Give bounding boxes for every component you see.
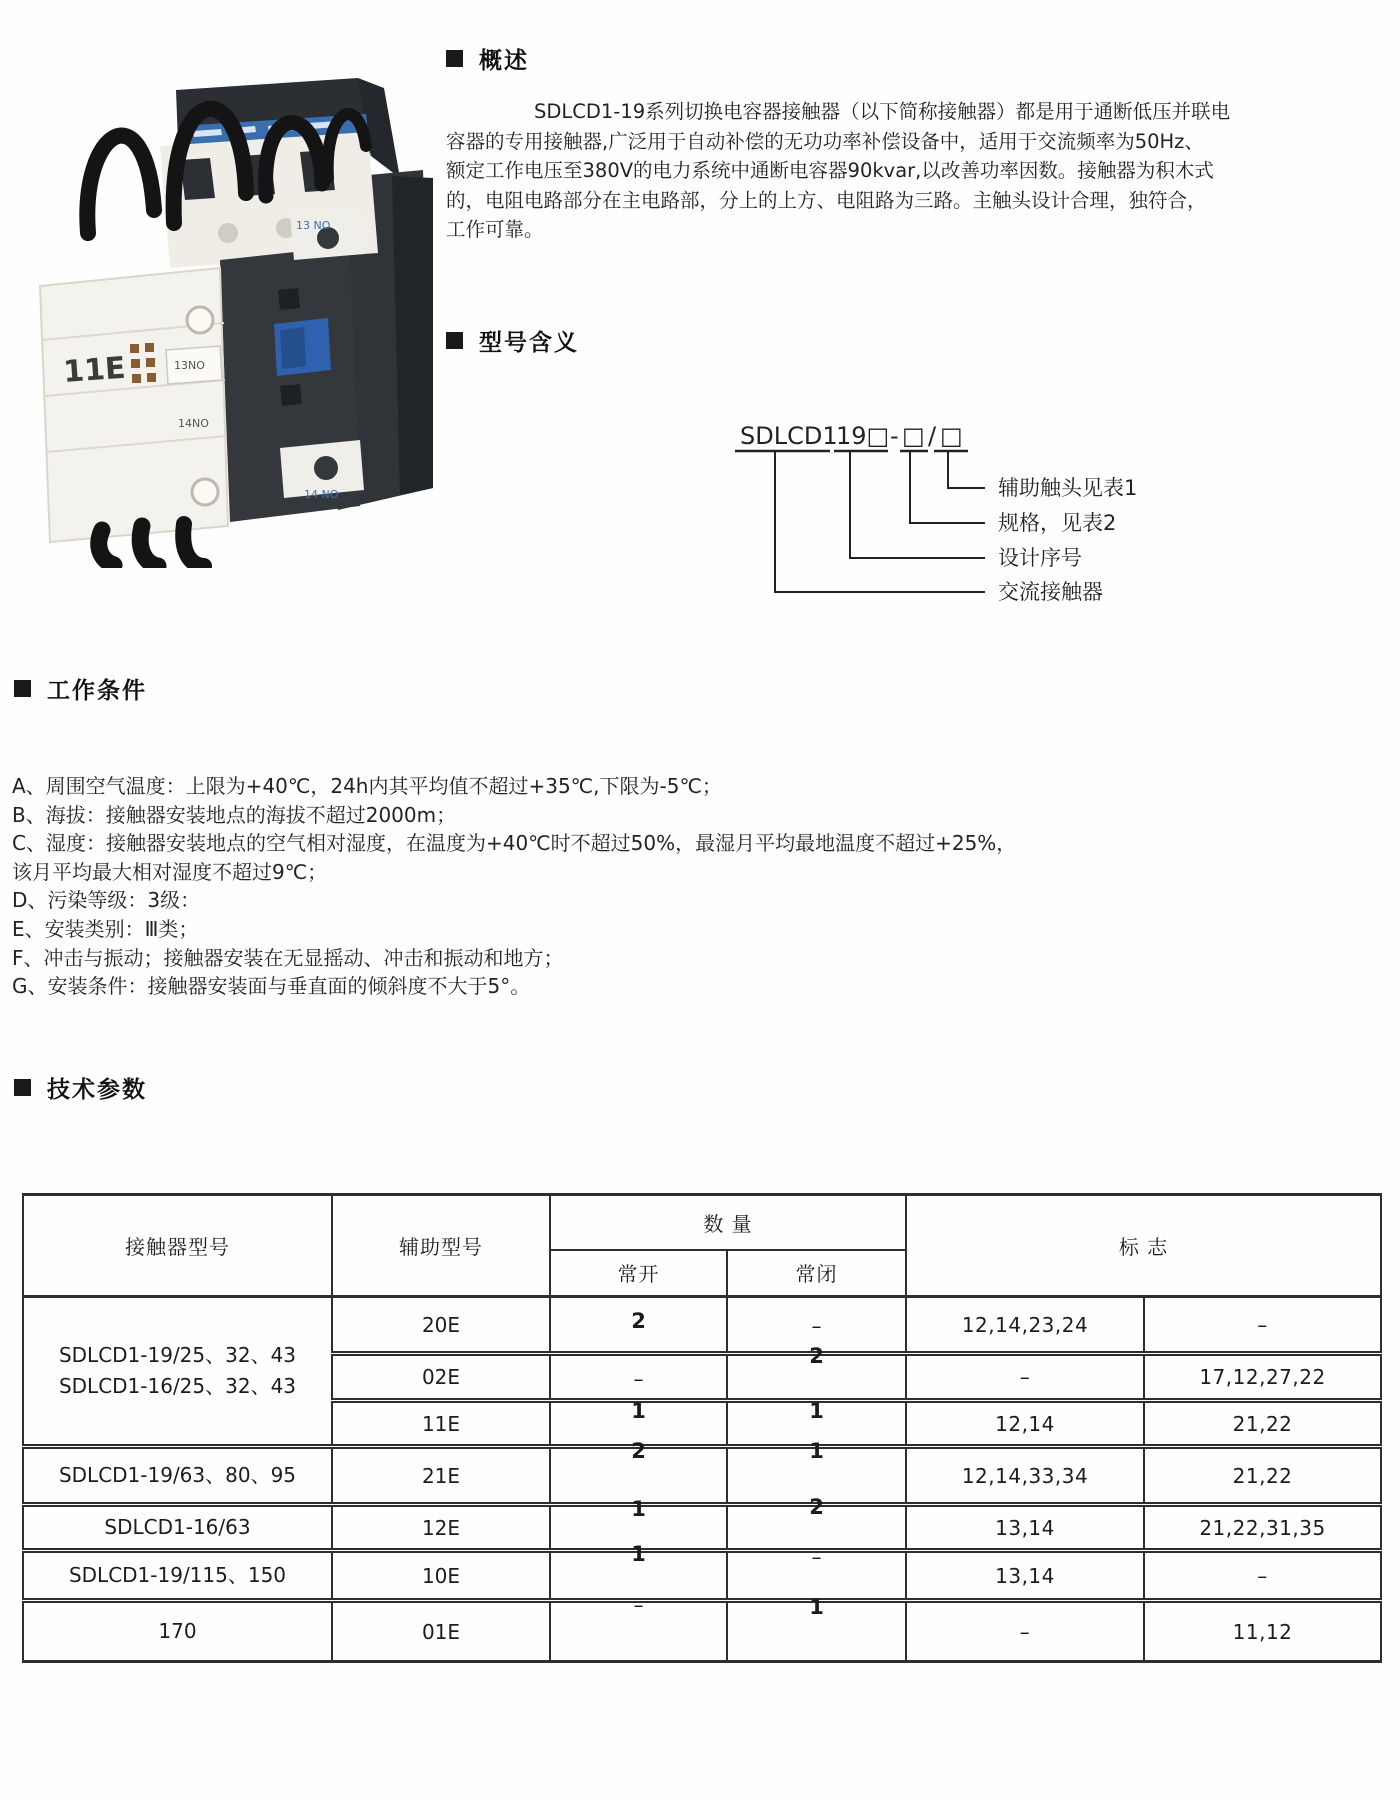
model-part-spec-box: □	[902, 422, 925, 450]
qty-value: 2	[809, 1495, 824, 1519]
header-aux-model: 辅助型号	[332, 1195, 550, 1297]
model-part-aux-box: □	[940, 422, 963, 450]
cond-line: A、周围空气温度：上限为+40℃，24h内其平均值不超过+35℃,下限为-5℃；	[12, 774, 722, 798]
model-part-slash: /	[928, 422, 937, 450]
qty-value: –	[811, 1314, 822, 1338]
header-contactor-model: 接触器型号	[23, 1195, 332, 1297]
square-bullet-icon	[446, 332, 463, 349]
qty-normally-closed-cell	[727, 1344, 906, 1401]
terminal-hole	[314, 456, 338, 480]
marking-left-cell: 12,14,23,24	[906, 1297, 1144, 1354]
qty-normally-open-cell	[550, 1593, 727, 1662]
qty-value: 1	[631, 1399, 646, 1423]
model-cell	[23, 1551, 332, 1601]
aux-model-cell: 12E	[332, 1505, 550, 1551]
model-part-dash: -	[890, 422, 899, 450]
screw	[187, 307, 213, 333]
model-cell	[23, 1447, 332, 1505]
model-cell	[23, 1297, 332, 1447]
ov-line: 容器的专用接触器,广泛用于自动补偿的无功功率补偿设备中，适用于交流频率为50Hz、	[446, 129, 1204, 153]
working-conditions-heading-text: 工作条件	[47, 678, 147, 704]
qty-value: 1	[809, 1595, 824, 1619]
qty-value: 2	[631, 1439, 646, 1463]
table-row	[23, 1297, 1381, 1354]
qty-normally-closed-cell	[727, 1495, 906, 1551]
qty-value: –	[633, 1367, 644, 1391]
side-terminal-label-13no: 13 NO	[296, 219, 331, 232]
model-cell	[23, 1601, 332, 1662]
ov-line: 工作可靠。	[446, 218, 544, 241]
marking-left-cell: 12,14,33,34	[906, 1447, 1144, 1505]
header-normally-open: 常开	[550, 1250, 727, 1297]
section-heading-tech-params	[14, 1071, 147, 1104]
aux-model-cell: 01E	[332, 1601, 550, 1662]
blue-button-inner	[280, 327, 306, 369]
marking-right-cell: 17,12,27,22	[1144, 1354, 1381, 1401]
ov-line: SDLCD1-19系列切换电容器接触器（以下简称接触器）都是用于通断低压并联电	[534, 100, 1231, 123]
marking-right-cell: 21,22	[1144, 1447, 1381, 1505]
header-normally-closed: 常闭	[727, 1250, 906, 1297]
detail-slot	[280, 384, 302, 406]
marking-right-cell: 21,22	[1144, 1401, 1381, 1447]
marking-left-cell: 13,14	[906, 1551, 1144, 1601]
qty-normally-open-cell	[550, 1297, 727, 1354]
front-terminal-label-14no: 14NO	[178, 417, 209, 430]
header-marking: 标 志	[906, 1195, 1381, 1297]
aux-model-cell: 21E	[332, 1447, 550, 1505]
contactor-illustration	[28, 28, 433, 568]
diagram-label-spec: 规格，见表2	[998, 511, 1117, 535]
qty-value: 1	[809, 1399, 824, 1423]
cond-line: B、海拔：接触器安装地点的海拔不超过2000m；	[12, 802, 457, 827]
header-quantity: 数 量	[550, 1195, 906, 1250]
ov-line: 额定工作电压至380V的电力系统中通断电容器90kvar,以改善功率因数。接触器为积木式	[446, 159, 1214, 182]
overview-paragraph	[446, 97, 1236, 245]
qty-value: 1	[631, 1497, 646, 1521]
cond-line: E、安装类别：Ⅲ类；	[12, 916, 199, 941]
section-heading-model-meaning	[446, 324, 579, 357]
qty-value: –	[633, 1593, 644, 1617]
cond-line: F、冲击与振动；接触器安装在无显摇动、冲击和振动和地方；	[12, 945, 564, 970]
marking-right-cell: 21,22,31,35	[1144, 1505, 1381, 1551]
section-heading-overview	[446, 42, 529, 75]
tech-params-heading-text: 技术参数	[47, 1077, 147, 1103]
screw	[218, 223, 238, 243]
model-line: SDLCD1-19/25、32、43	[58, 1343, 297, 1367]
model-line: SDLCD1-19/115、150	[68, 1563, 287, 1587]
ov-line: 的，电阻电路部分在主电路部，分上的上方、电阻路为三路。主触头设计合理，独符合，	[446, 188, 1207, 212]
qty-normally-open-cell	[550, 1354, 727, 1401]
marking-left-cell: –	[906, 1354, 1144, 1401]
device-label: 11E	[62, 350, 127, 390]
table-row	[23, 1447, 1381, 1505]
model-line: SDLCD1-16/63	[104, 1515, 251, 1539]
overview-heading-text: 概述	[479, 48, 529, 74]
tech-params-table	[22, 1193, 1382, 1663]
front-terminal-label-13no: 13NO	[174, 359, 205, 372]
marking-right-cell: –	[1144, 1297, 1381, 1354]
product-photo	[28, 28, 433, 568]
qty-value: 2	[631, 1309, 646, 1333]
detail-slot	[278, 288, 300, 310]
qty-normally-open-cell	[550, 1439, 727, 1505]
side-terminal-label-14no: 14 NO	[304, 488, 339, 501]
marking-right-cell: –	[1144, 1551, 1381, 1601]
cond-line: D、污染等级：3级：	[12, 888, 201, 913]
table-row	[23, 1601, 1381, 1662]
cond-line: C、湿度：接触器安装地点的空气相对湿度，在温度为+40℃时不超过50%，最湿月平均最地温度不超过+25%，	[12, 831, 1017, 856]
qty-normally-closed-cell	[727, 1595, 906, 1662]
aux-model-cell: 10E	[332, 1551, 550, 1601]
marking-left-cell: –	[906, 1601, 1144, 1662]
terminal-slot	[180, 158, 215, 200]
section-heading-working-conditions	[14, 672, 147, 705]
working-conditions-list	[12, 772, 1392, 1001]
square-bullet-icon	[446, 50, 463, 67]
diagram-connectors	[775, 451, 985, 592]
square-bullet-icon	[14, 1079, 31, 1096]
diagram-label-design: 设计序号	[998, 546, 1082, 570]
model-number-diagram	[700, 418, 1270, 618]
diagram-label-ac: 交流接触器	[998, 580, 1103, 604]
qty-value: 2	[809, 1344, 824, 1368]
qty-value: –	[811, 1545, 822, 1569]
table-header	[23, 1195, 1381, 1297]
marking-left-cell: 12,14	[906, 1401, 1144, 1447]
qty-value: 1	[631, 1542, 646, 1566]
cond-line: 该月平均最大相对湿度不超过9℃；	[12, 859, 328, 884]
aux-model-cell: 11E	[332, 1401, 550, 1447]
aux-model-cell: 20E	[332, 1297, 550, 1354]
model-line: 170	[158, 1619, 197, 1643]
diagram-label-aux: 辅助触头见表1	[998, 476, 1138, 500]
table-body	[23, 1297, 1381, 1662]
square-bullet-icon	[14, 680, 31, 697]
model-part-series: 19□	[836, 422, 890, 450]
qty-normally-closed-cell	[727, 1545, 906, 1601]
qty-value: 1	[809, 1439, 824, 1463]
model-meaning-heading-text: 型号含义	[479, 330, 579, 356]
model-line: SDLCD1-19/63、80、95	[58, 1463, 297, 1487]
model-line: SDLCD1-16/25、32、43	[58, 1374, 297, 1398]
marking-right-cell: 11,12	[1144, 1601, 1381, 1662]
screw	[192, 479, 218, 505]
model-part-base: SDLCD1	[740, 422, 838, 450]
marking-left-cell: 13,14	[906, 1505, 1144, 1551]
aux-model-cell: 02E	[332, 1354, 550, 1401]
model-cell	[23, 1505, 332, 1551]
cond-line: G、安装条件：接触器安装面与垂直面的倾斜度不大于5°。	[12, 974, 531, 999]
